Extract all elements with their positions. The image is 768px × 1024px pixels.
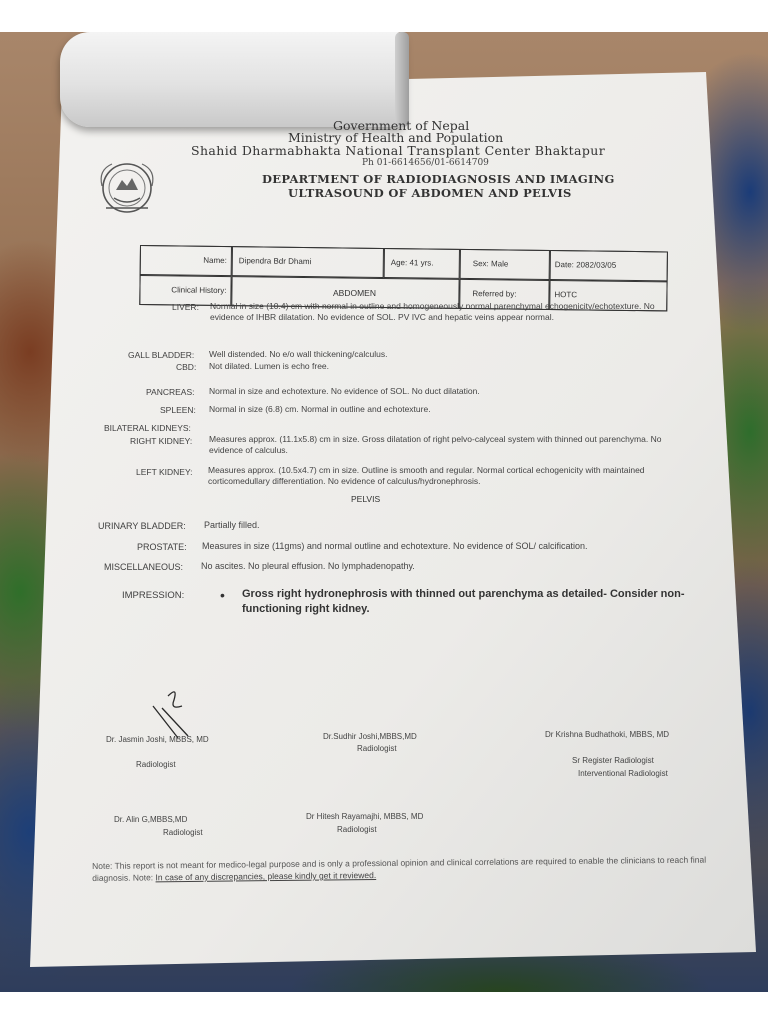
paper-roll-end — [395, 32, 409, 127]
signatory-1-role: Radiologist — [136, 760, 176, 769]
signatory-5-name: Dr Hitesh Rayamajhi, MBBS, MD — [306, 812, 424, 821]
photo-background — [0, 32, 768, 992]
right-kidney-finding: Measures approx. (11.1x5.8) cm in size. Gross dilatation of right pelvo-calyceal system with thinned out parenchyma. No evidence of calculus. — [209, 434, 662, 455]
sex-cell — [460, 249, 550, 280]
signatory-4-name: Dr. Alin G,MBBS,MD — [114, 815, 188, 824]
bilateral-kidneys-label: BILATERAL KIDNEYS: — [104, 423, 191, 433]
signatory-3-role-2: Interventional Radiologist — [578, 769, 668, 778]
header-department: DEPARTMENT OF RADIODIAGNOSIS AND IMAGING — [262, 172, 615, 186]
patient-age: Age: 41 yrs. — [390, 258, 434, 268]
report-date: Date: 2082/03/05 — [554, 260, 617, 270]
impression-text: Gross right hydronephrosis with thinned out parenchyma as detailed- Consider non-functioning right kidney. — [242, 588, 685, 615]
impression-bullet: • — [220, 587, 225, 603]
bladder-label: URINARY BLADDER: — [98, 521, 186, 531]
section-pelvis: PELVIS — [351, 494, 381, 504]
left-kidney-label: LEFT KIDNEY: — [136, 467, 193, 477]
report-paper — [0, 32, 768, 992]
signatory-3-name: Dr Krishna Budhathoki, MBBS, MD — [545, 730, 670, 739]
gallbladder-label: GALL BLADDER: — [128, 350, 195, 360]
spleen-finding: Normal in size (6.8) cm. Normal in outline and echotexture. — [209, 404, 431, 414]
signatory-4-role: Radiologist — [163, 828, 203, 837]
pancreas-finding: Normal in size and echotexture. No evidence of SOL. No duct dilatation. — [209, 386, 480, 396]
paper-roll — [60, 32, 405, 127]
spleen-label: SPLEEN: — [160, 405, 196, 415]
name-cell — [232, 246, 384, 278]
section-abdomen: ABDOMEN — [333, 288, 376, 298]
age-cell — [384, 248, 460, 279]
header-center: Shahid Dharmabhakta National Transplant Center Bhaktapur — [191, 143, 606, 158]
left-kidney-finding: Measures approx. (10.5x4.7) cm in size. Outline is smooth and regular. Normal cortical echogenicity with maintained corticomedullary differentiation. No evidence of calculus/hydronephrosis. — [208, 465, 645, 486]
right-kidney-label: RIGHT KIDNEY: — [130, 436, 193, 446]
header-ministry: Ministry of Health and Population — [288, 130, 504, 145]
prostate-label: PROSTATE: — [137, 542, 187, 552]
header-phone: Ph 01-6614656/01-6614709 — [362, 158, 489, 168]
signatory-2-role: Radiologist — [357, 744, 397, 753]
signatory-2-name: Dr.Sudhir Joshi,MBBS,MD — [323, 732, 417, 741]
misc-finding: No ascites. No pleural effusion. No lymphadenopathy. — [201, 561, 415, 571]
liver-finding: Normal in size (10.4) cm with normal in outline and homogeneously normal parenchymal echogenicity/echotexture. No evidence of IHBR dilatation. No evidence of SOL. PV IVC and hepatic veins appear normal. — [210, 301, 655, 322]
patient-sex: Sex: Male — [472, 259, 509, 269]
signatory-3-role-1: Sr Register Radiologist — [572, 756, 654, 765]
referred-label: Referred by: — [472, 289, 517, 299]
misc-label: MISCELLANEOUS: — [104, 562, 184, 572]
cbd-finding: Not dilated. Lumen is echo free. — [209, 361, 330, 371]
footer-note-underlined: In case of any discrepancies, please kindly get it reviewed. — [155, 870, 377, 883]
bladder-finding: Partially filled. — [204, 520, 260, 530]
name-label: Name: — [203, 255, 227, 266]
signatory-1-name: Dr. Jasmin Joshi, MBBS, MD — [106, 735, 209, 744]
liver-label: LIVER: — [172, 302, 199, 312]
cbd-label: CBD: — [176, 362, 197, 372]
name-label-cell — [140, 245, 232, 276]
pancreas-label: PANCREAS: — [146, 387, 195, 397]
history-label: Clinical History: — [171, 285, 227, 296]
impression-label: IMPRESSION: — [122, 590, 185, 601]
gallbladder-finding: Well distended. No e/o wall thickening/calculus. — [209, 349, 388, 359]
footer-note-text: Note: This report is not meant for medico-legal purpose and is only a professional opinion and clinical correlations are required to enable the clinicians to reach final diagnosis. Note: — [92, 854, 707, 883]
date-cell — [550, 250, 668, 281]
patient-name: Dipendra Bdr Dhami — [238, 256, 312, 267]
signatory-5-role: Radiologist — [337, 825, 377, 834]
prostate-finding: Measures in size (11gms) and normal outline and echotexture. No evidence of SOL/ calcification. — [202, 541, 588, 551]
referred-by: HOTC — [554, 290, 578, 300]
report-title: ULTRASOUND OF ABDOMEN AND PELVIS — [288, 186, 572, 200]
nepal-emblem-logo — [92, 156, 162, 216]
header-government: Government of Nepal — [333, 118, 470, 133]
